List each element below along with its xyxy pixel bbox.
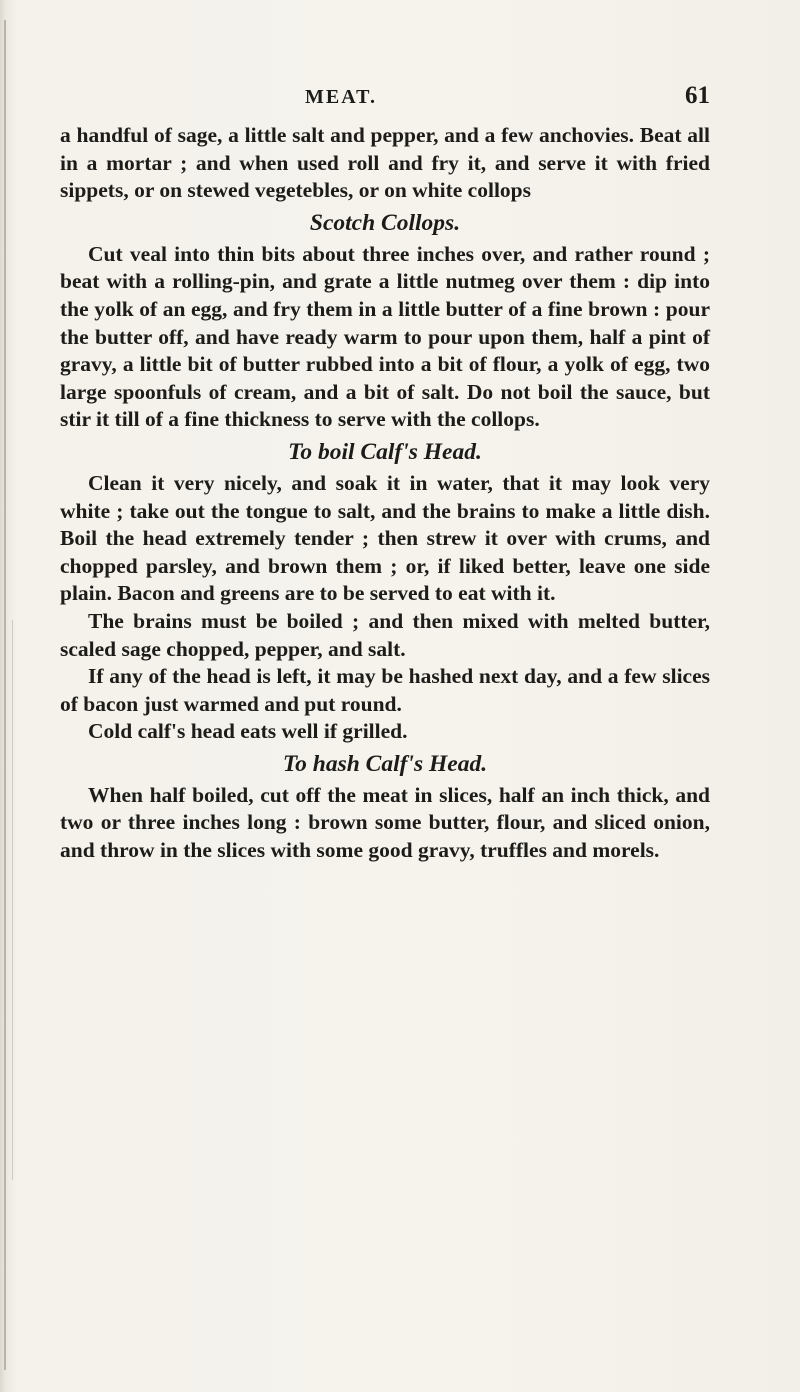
page-body <box>60 122 710 865</box>
paragraph-continued: a handful of sage, a little salt and pepper, and a few anchovies. Beat all in a mortar ; and when used roll and fry it, and serve it with fried sippets, or on stewed vegetebles, or on white collops <box>60 123 710 203</box>
page-gutter-shadow <box>4 20 6 1370</box>
paragraph-boil-calfs-head: Clean it very nicely, and soak it in water, that it may look very white ; take out the tongue to salt, and the brains to make a little dish. Boil the head extremely tender ; then strew it over with crums, and chopped parsley, and brown them ; or, if liked better, leave one side plain. Bacon and greens are to be served to eat with it. <box>60 470 710 606</box>
running-head: MEAT. <box>305 86 378 108</box>
paragraph-brains: The brains must be boiled ; and then mixed with melted butter, scaled sage chopped, pepper, and salt. <box>60 608 710 661</box>
paragraph-leftover-head: If any of the head is left, it may be hashed next day, and a few slices of bacon just warmed and put round. <box>60 664 710 716</box>
page-gutter-crease <box>12 620 13 1180</box>
heading-boil-calfs-head: To boil Calf's Head. <box>288 438 482 465</box>
paragraph-scotch-collops: Cut veal into thin bits about three inches over, and rather round ; beat with a rolling-pin, and grate a little nutmeg over them : dip into the yolk of an egg, and fry them in a little butter of a fine brown : pour the butter off, and have ready warm to pour upon them, half a pint of gravy, a little bit of butter rubbed into a bit of flour, a yolk of egg, two large spoonfuls of cream, and a bit of salt. Do not boil the sauce, but stir it till of a fine thickness to serve with the collops. <box>60 241 710 432</box>
paragraph-cold-calfs-head: Cold calf's head eats well if grilled. <box>88 719 408 744</box>
page-number: 61 <box>685 82 710 109</box>
heading-hash-calfs-head: To hash Calf's Head. <box>282 750 488 777</box>
paragraph-hash-calfs-head: When half boiled, cut off the meat in slices, half an inch thick, and two or three inches long : brown some butter, flour, and sliced onion, and throw in the slices with some good gravy, truffles and morels. <box>60 782 710 863</box>
heading-scotch-collops: Scotch Collops. <box>309 209 461 236</box>
page-header <box>60 82 710 126</box>
